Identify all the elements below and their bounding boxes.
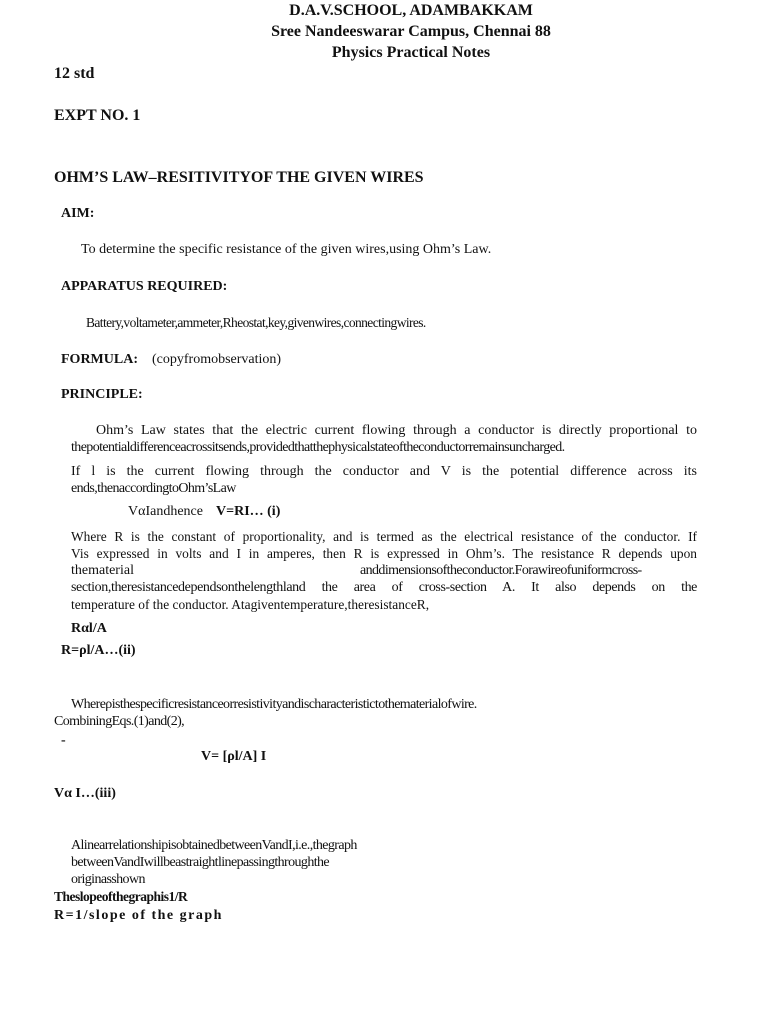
experiment-number: EXPT NO. 1 bbox=[54, 107, 141, 124]
principle-paragraph-2-line-1: If l is the current flowing through the conductor and V is the potential difference across its bbox=[71, 464, 697, 479]
principle-paragraph-5-line-1: AlinearrelationshipisobtainedbetweenVandI,i.e.,thegraph bbox=[71, 838, 357, 853]
principle-paragraph-4-line-1: Whereρisthespecificresistanceorresistivityandischaracteristictothe materialofwire. bbox=[71, 697, 477, 712]
equation-2: R=ρl/A…(ii) bbox=[61, 643, 136, 658]
principle-heading: PRINCIPLE: bbox=[61, 387, 143, 402]
experiment-title: OHM’S LAW–RESITIVITYOF THE GIVEN WIRES bbox=[54, 169, 424, 186]
principle-paragraph-5-line-2: betweenVand Iwillbeastraightlinepassingthroughthe bbox=[71, 855, 330, 870]
equation-1: V=RI… (i) bbox=[216, 504, 281, 519]
principle-paragraph-3-line-4: section,theresistancedependsonthelengthland the area of cross-section A. It also depends on the bbox=[71, 580, 697, 595]
principle-paragraph-4-line-2: CombiningEqs.(1)and(2), bbox=[54, 714, 185, 729]
apparatus-text: Battery,voltameter,ammeter,Rheostat,key,givenwires,connectingwires. bbox=[86, 315, 426, 330]
principle-paragraph-3-line-5: temperature of the conductor. Atagiventemperature,theresistanceR, bbox=[71, 597, 430, 612]
formula-text: (copyfromobservation) bbox=[152, 352, 282, 367]
principle-paragraph-3-line-3a: thematerial bbox=[71, 563, 134, 578]
document-subject: Physics Practical Notes bbox=[331, 44, 491, 61]
apparatus-heading: APPARATUS REQUIRED: bbox=[61, 279, 228, 294]
principle-paragraph-3-line-1: Where R is the constant of proportionality, and is termed as the electrical resistance of the conductor. If bbox=[71, 529, 697, 544]
school-name: D.A.V.SCHOOL, ADAMBAKKAM bbox=[289, 2, 533, 19]
dash-mark: - bbox=[61, 733, 66, 748]
combined-equation: V= [ρl/A] I bbox=[201, 749, 267, 764]
principle-paragraph-2-line-2: ends,thenaccordingtoOhm’sLaw bbox=[71, 481, 236, 496]
equation-3: Vα I…(iii) bbox=[54, 786, 116, 801]
principle-paragraph-1-line-1: Ohm’s Law states that the electric current flowing through a conductor is directly proportional to bbox=[96, 423, 697, 438]
aim-text: To determine the specific resistance of the given wires,using Ohm’s Law. bbox=[81, 242, 492, 257]
final-result: R=1/slope of the graph bbox=[54, 908, 223, 923]
grade-label: 12 std bbox=[54, 65, 95, 82]
principle-paragraph-3-line-2: Vis expressed in volts and I in amperes, then R is expressed in Ohm’s. The resistance R depends upon bbox=[71, 546, 697, 561]
principle-paragraph-1-line-2: thepotentialdifferenceacrossitsends,providedthatthe physicalstateofthe conductorremainsuncharged. bbox=[71, 440, 565, 455]
principle-paragraph-5-line-3: originasshown bbox=[71, 872, 145, 887]
slope-statement: Theslopeofthegraphis1/R bbox=[54, 889, 188, 904]
equation-1-prefix: VαIandhence bbox=[128, 504, 203, 519]
proportionality-equation: Rαl/A bbox=[71, 621, 107, 636]
principle-paragraph-3-line-3b: anddimensionsoftheconductor.Forawireofuniformcross- bbox=[360, 563, 642, 578]
formula-heading: FORMULA: bbox=[61, 352, 138, 367]
aim-heading: AIM: bbox=[61, 206, 95, 221]
campus-name: Sree Nandeeswarar Campus, Chennai 88 bbox=[271, 23, 551, 40]
